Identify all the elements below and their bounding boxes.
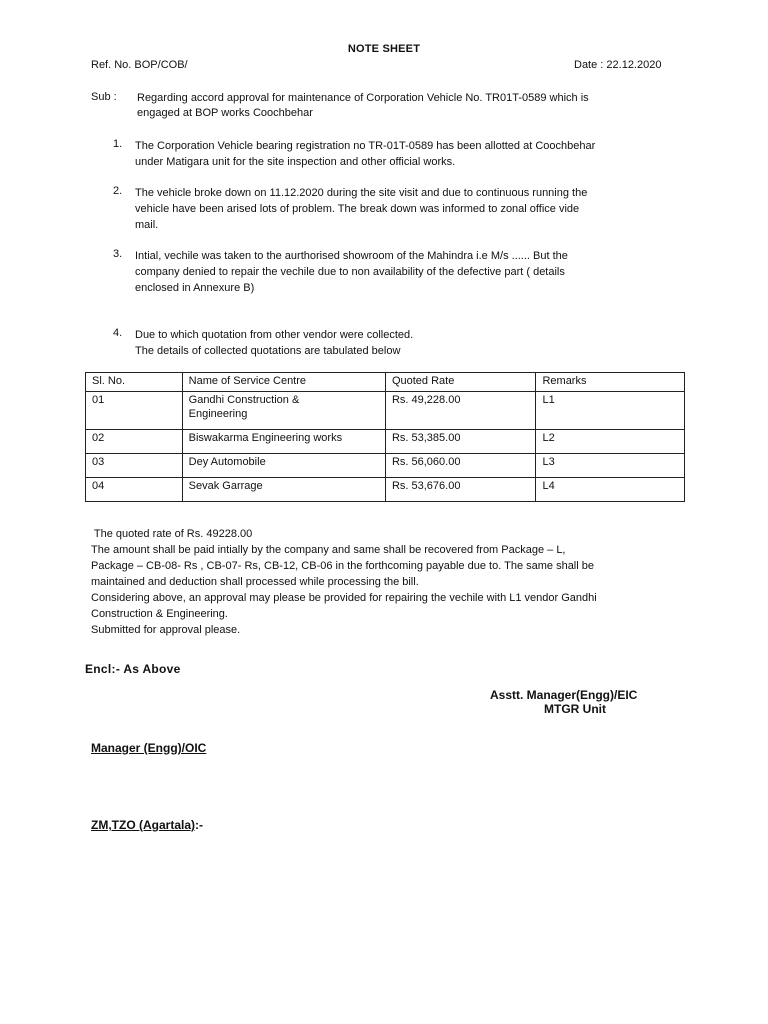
- cell-service-centre: Sevak Garrage: [182, 478, 385, 502]
- item-line: mail.: [135, 219, 159, 231]
- table-header-row: [86, 373, 685, 392]
- zm-designation: [91, 818, 203, 832]
- item-number: 1.: [113, 138, 123, 150]
- table-row: [86, 430, 685, 454]
- signatory-unit: MTGR Unit: [544, 702, 606, 716]
- cell-service-centre: Biswakarma Engineering works: [182, 430, 385, 454]
- subject-line: engaged at BOP works Coochbehar: [137, 107, 313, 119]
- cell-quoted-rate: Rs. 53,676.00: [385, 478, 536, 502]
- table-row: [86, 392, 685, 430]
- cell-sl-no: 02: [86, 430, 183, 454]
- item-line: The vehicle broke down on 11.12.2020 during the site visit and due to continuous running the: [135, 187, 588, 199]
- table-row: [86, 478, 685, 502]
- item-line: Due to which quotation from other vendor were collected.: [135, 329, 414, 341]
- body-line: The quoted rate of Rs. 49228.00: [91, 528, 253, 540]
- body-line: The amount shall be paid intially by the company and same shall be recovered from Package – L,: [91, 544, 566, 556]
- cell-quoted-rate: Rs. 56,060.00: [385, 454, 536, 478]
- subject-text: [137, 91, 677, 121]
- cell-sl-no: 03: [86, 454, 183, 478]
- body-line: Submitted for approval please.: [91, 624, 241, 636]
- zm-name: ZM,TZO (Agartala): [91, 818, 195, 832]
- body-line: Package – CB-08- Rs , CB-07- Rs, CB-12, CB-06 in the forthcoming payable due to. The same shall be: [91, 560, 594, 572]
- subject-label: Sub :: [91, 91, 117, 103]
- item-line: Intial, vechile was taken to the aurthorised showroom of the Mahindra i.e M/s ...... But the: [135, 250, 568, 262]
- cell-quoted-rate: Rs. 49,228.00: [385, 392, 536, 430]
- cell-remarks: L1: [536, 392, 685, 430]
- cell-remarks: L2: [536, 430, 685, 454]
- column-header: Remarks: [536, 373, 685, 392]
- cell-sl-no: 04: [86, 478, 183, 502]
- service-centre-line: Engineering: [188, 408, 248, 420]
- manager-designation: Manager (Engg)/OIC: [91, 741, 207, 755]
- column-header: Quoted Rate: [385, 373, 536, 392]
- subject-line: Regarding accord approval for maintenance of Corporation Vehicle No. TR01T-0589 which is: [137, 92, 589, 104]
- item-line: under Matigara unit for the site inspection and other official works.: [135, 156, 456, 168]
- cell-quoted-rate: Rs. 53,385.00: [385, 430, 536, 454]
- document-date: Date : 22.12.2020: [574, 59, 662, 71]
- body-line: Considering above, an approval may please be provided for repairing the vechile with L1 vendor Gandhi: [91, 592, 597, 604]
- signatory-designation: Asstt. Manager(Engg)/EIC: [490, 688, 638, 702]
- body-line: maintained and deduction shall processed while processing the bill.: [91, 576, 419, 588]
- reference-number: Ref. No. BOP/COB/: [91, 59, 188, 71]
- column-header: Sl. No.: [86, 373, 183, 392]
- cell-remarks: L3: [536, 454, 685, 478]
- item-line: The Corporation Vehicle bearing registration no TR-01T-0589 has been allotted at Coochbehar: [135, 140, 596, 152]
- item-line: vehicle have been arised lots of problem. The break down was informed to zonal office vide: [135, 203, 580, 215]
- cell-sl-no: 01: [86, 392, 183, 430]
- item-number: 4.: [113, 327, 123, 339]
- enclosure-note: Encl:- As Above: [85, 662, 181, 676]
- item-number: 3.: [113, 248, 123, 260]
- item-line: enclosed in Annexure B): [135, 282, 255, 294]
- body-line: Construction & Engineering.: [91, 608, 228, 620]
- item-line: The details of collected quotations are tabulated below: [135, 345, 401, 357]
- table-row: [86, 454, 685, 478]
- cell-remarks: L4: [536, 478, 685, 502]
- item-number: 2.: [113, 185, 123, 197]
- quotations-table: [85, 372, 685, 502]
- zm-suffix: :-: [195, 818, 203, 832]
- column-header: Name of Service Centre: [182, 373, 385, 392]
- cell-service-centre: Dey Automobile: [182, 454, 385, 478]
- service-centre-line: Gandhi Construction &: [188, 394, 300, 406]
- body-paragraph: [91, 526, 691, 638]
- document-title: NOTE SHEET: [347, 43, 421, 55]
- cell-service-centre: [182, 392, 385, 430]
- item-line: company denied to repair the vechile due to non availability of the defective part ( details: [135, 266, 565, 278]
